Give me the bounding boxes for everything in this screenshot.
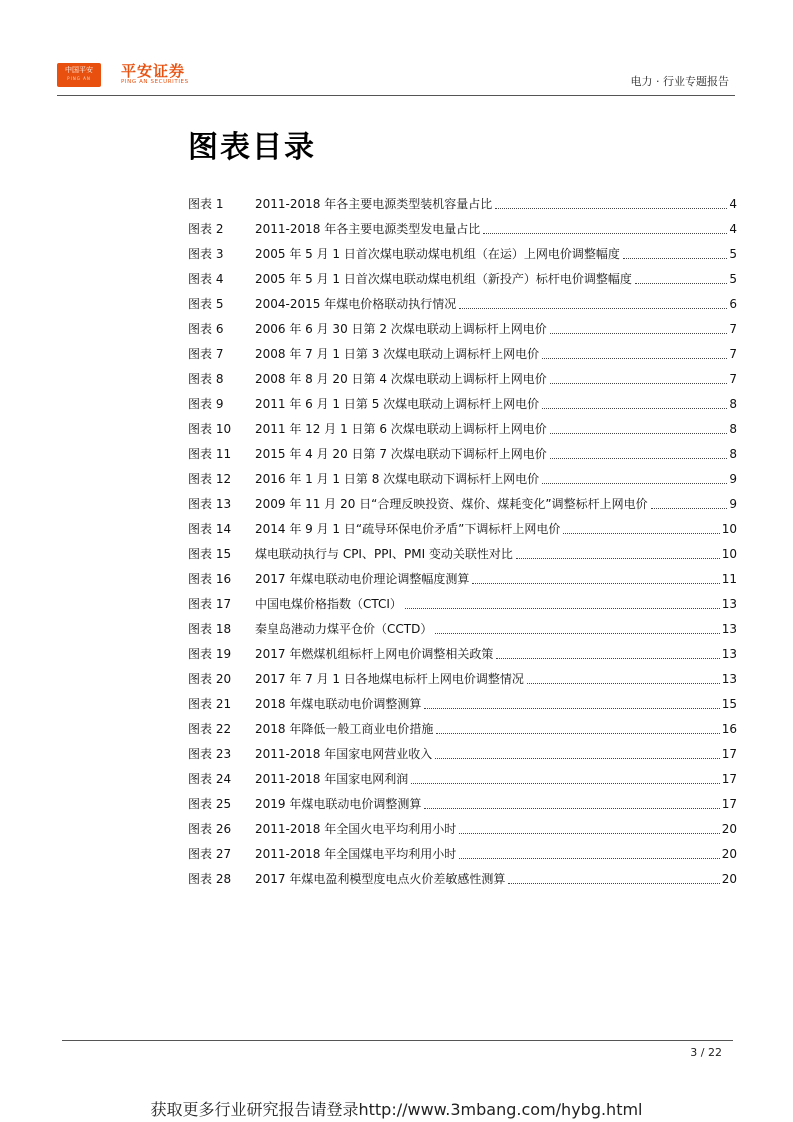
toc-entry-title: 2011-2018 年各主要电源类型装机容量占比	[255, 197, 493, 211]
toc-entry-page: 4	[729, 222, 737, 236]
toc-entry-label: 图表 1	[188, 197, 224, 211]
toc-entry-page: 8	[729, 447, 737, 461]
toc-entry-page: 5	[729, 272, 737, 286]
logo-badge-text: 中国平安	[65, 66, 93, 74]
toc-entry-title: 2011-2018 年国家电网营业收入	[255, 747, 433, 761]
toc-leader-dots	[459, 833, 719, 834]
toc-entry-page: 5	[729, 247, 737, 261]
toc-entry-label: 图表 18	[188, 622, 232, 636]
toc-entry-page: 17	[721, 797, 737, 811]
toc-entry-label: 图表 28	[188, 872, 232, 886]
toc-entry[interactable]	[188, 637, 737, 662]
toc-leader-dots	[495, 208, 727, 209]
footer-divider	[62, 1040, 733, 1041]
header-divider	[57, 95, 735, 96]
toc-entry[interactable]	[188, 737, 737, 762]
toc-entry-page: 20	[721, 847, 737, 861]
toc-entry-page: 13	[721, 672, 737, 686]
toc-entry-label: 图表 8	[188, 372, 224, 386]
toc-entry[interactable]	[188, 437, 737, 462]
toc-entry-label: 图表 14	[188, 522, 232, 536]
toc-leader-dots	[550, 333, 728, 334]
toc-entry-page: 13	[721, 622, 737, 636]
toc-entry[interactable]	[188, 237, 737, 262]
page-number: 3 / 22	[690, 1046, 722, 1059]
toc-leader-dots	[516, 558, 720, 559]
logo-badge-subtext: PING AN	[67, 76, 91, 81]
toc-entry[interactable]	[188, 287, 737, 312]
toc-entry-label: 图表 19	[188, 647, 232, 661]
toc-entry[interactable]	[188, 712, 737, 737]
toc-entry[interactable]	[188, 462, 737, 487]
toc-entry-page: 9	[729, 497, 737, 511]
toc-entry-title: 2005 年 5 月 1 日首次煤电联动煤电机组（新投产）标杆电价调整幅度	[255, 272, 632, 286]
toc-entry-page: 9	[729, 472, 737, 486]
toc-entry-label: 图表 10	[188, 422, 232, 436]
toc-leader-dots	[411, 783, 719, 784]
toc-leader-dots	[563, 533, 719, 534]
toc-entry-page: 10	[721, 547, 737, 561]
toc-entry-page: 20	[721, 872, 737, 886]
toc-entry-title: 2009 年 11 月 20 日“合理反映投资、煤价、煤耗变化”调整标杆上网电价	[255, 497, 648, 511]
toc-entry-label: 图表 5	[188, 297, 224, 311]
toc-entry-title: 2005 年 5 月 1 日首次煤电联动煤电机组（在运）上网电价调整幅度	[255, 247, 620, 261]
toc-entry[interactable]	[188, 612, 737, 637]
toc-leader-dots	[405, 608, 720, 609]
toc-entry-title: 秦皇岛港动力煤平仓价（CCTD）	[255, 622, 433, 636]
toc-entry-title: 2011-2018 年全国煤电平均利用小时	[255, 847, 457, 861]
toc-entry[interactable]	[188, 587, 737, 612]
toc-leader-dots	[550, 433, 728, 434]
figure-list	[188, 187, 737, 887]
toc-entry-page: 8	[729, 397, 737, 411]
toc-entry-title: 2018 年降低一般工商业电价措施	[255, 722, 434, 736]
toc-entry[interactable]	[188, 487, 737, 512]
toc-entry-label: 图表 21	[188, 697, 232, 711]
toc-entry[interactable]	[188, 537, 737, 562]
toc-entry-title: 2011-2018 年国家电网利润	[255, 772, 409, 786]
toc-entry-label: 图表 2	[188, 222, 224, 236]
toc-entry[interactable]	[188, 262, 737, 287]
toc-entry[interactable]	[188, 337, 737, 362]
toc-entry[interactable]	[188, 812, 737, 837]
toc-entry[interactable]	[188, 312, 737, 337]
toc-entry-title: 2016 年 1 月 1 日第 8 次煤电联动下调标杆上网电价	[255, 472, 540, 486]
toc-entry[interactable]	[188, 187, 737, 212]
toc-entry-title: 2017 年煤电联动电价理论调整幅度测算	[255, 572, 470, 586]
page-title: 图表目录	[188, 130, 316, 165]
toc-entry-title: 2008 年 8 月 20 日第 4 次煤电联动上调标杆上网电价	[255, 372, 547, 386]
toc-entry[interactable]	[188, 412, 737, 437]
toc-leader-dots	[508, 883, 719, 884]
toc-leader-dots	[435, 633, 719, 634]
toc-entry-title: 2011 年 6 月 1 日第 5 次煤电联动上调标杆上网电价	[255, 397, 540, 411]
toc-entry-title: 2015 年 4 月 20 日第 7 次煤电联动下调标杆上网电价	[255, 447, 547, 461]
page-header	[57, 58, 735, 94]
toc-entry-title: 2011-2018 年各主要电源类型发电量占比	[255, 222, 481, 236]
toc-entry-page: 7	[729, 347, 737, 361]
toc-entry-page: 7	[729, 322, 737, 336]
toc-leader-dots	[542, 408, 727, 409]
toc-entry[interactable]	[188, 787, 737, 812]
toc-leader-dots	[542, 358, 727, 359]
toc-entry-page: 17	[721, 772, 737, 786]
toc-entry-page: 16	[721, 722, 737, 736]
toc-entry-label: 图表 13	[188, 497, 232, 511]
toc-entry-label: 图表 25	[188, 797, 232, 811]
toc-entry-label: 图表 27	[188, 847, 232, 861]
toc-entry-label: 图表 7	[188, 347, 224, 361]
toc-entry-title: 煤电联动执行与 CPI、PPI、PMI 变动关联性对比	[255, 547, 513, 561]
toc-entry-label: 图表 23	[188, 747, 232, 761]
toc-entry-title: 2017 年 7 月 1 日各地煤电标杆上网电价调整情况	[255, 672, 524, 686]
toc-entry-label: 图表 9	[188, 397, 224, 411]
toc-entry[interactable]	[188, 562, 737, 587]
toc-entry-label: 图表 26	[188, 822, 232, 836]
toc-entry-label: 图表 3	[188, 247, 224, 261]
toc-entry[interactable]	[188, 212, 737, 237]
toc-entry-label: 图表 22	[188, 722, 232, 736]
toc-entry-label: 图表 12	[188, 472, 232, 486]
toc-entry-page: 8	[729, 422, 737, 436]
toc-entry-page: 17	[721, 747, 737, 761]
toc-entry-page: 13	[721, 647, 737, 661]
toc-entry[interactable]	[188, 687, 737, 712]
toc-entry-title: 2014 年 9 月 1 日“疏导环保电价矛盾”下调标杆上网电价	[255, 522, 561, 536]
toc-entry-page: 15	[721, 697, 737, 711]
toc-entry-label: 图表 24	[188, 772, 232, 786]
toc-entry-title: 2011 年 12 月 1 日第 6 次煤电联动上调标杆上网电价	[255, 422, 547, 436]
toc-entry-page: 6	[729, 297, 737, 311]
toc-entry-page: 13	[721, 597, 737, 611]
toc-leader-dots	[424, 708, 719, 709]
promo-link[interactable]: 获取更多行业研究报告请登录http://www.3mbang.com/hybg.html	[150, 1100, 643, 1119]
ping-an-logo-icon	[57, 63, 101, 87]
toc-leader-dots	[436, 733, 719, 734]
toc-leader-dots	[459, 308, 727, 309]
toc-entry[interactable]	[188, 512, 737, 537]
toc-entry-title: 2006 年 6 月 30 日第 2 次煤电联动上调标杆上网电价	[255, 322, 547, 336]
toc-leader-dots	[459, 858, 719, 859]
toc-leader-dots	[550, 458, 728, 459]
toc-entry-label: 图表 17	[188, 597, 232, 611]
toc-entry-title: 2019 年煤电联动电价调整测算	[255, 797, 422, 811]
toc-leader-dots	[635, 283, 727, 284]
toc-entry[interactable]	[188, 862, 737, 887]
toc-entry-title: 2004-2015 年煤电价格联动执行情况	[255, 297, 457, 311]
toc-leader-dots	[527, 683, 720, 684]
report-type: 电力 · 行业专题报告	[630, 75, 729, 88]
toc-entry[interactable]	[188, 662, 737, 687]
toc-entry[interactable]	[188, 387, 737, 412]
toc-entry[interactable]	[188, 362, 737, 387]
toc-entry-page: 10	[721, 522, 737, 536]
toc-leader-dots	[550, 383, 728, 384]
brand-name-cn: 平安证券	[121, 62, 186, 80]
toc-leader-dots	[651, 508, 728, 509]
toc-entry-title: 中国电煤价格指数（CTCI）	[255, 597, 402, 611]
toc-entry-label: 图表 11	[188, 447, 232, 461]
toc-entry-title: 2018 年煤电联动电价调整测算	[255, 697, 422, 711]
toc-entry-label: 图表 20	[188, 672, 232, 686]
toc-entry-label: 图表 15	[188, 547, 232, 561]
toc-entry[interactable]	[188, 762, 737, 787]
toc-leader-dots	[496, 658, 719, 659]
toc-entry-label: 图表 6	[188, 322, 224, 336]
toc-leader-dots	[542, 483, 727, 484]
toc-entry-title: 2011-2018 年全国火电平均利用小时	[255, 822, 457, 836]
toc-leader-dots	[483, 233, 727, 234]
toc-entry-page: 20	[721, 822, 737, 836]
toc-entry-page: 4	[729, 197, 737, 211]
toc-entry-label: 图表 16	[188, 572, 232, 586]
toc-entry-page: 7	[729, 372, 737, 386]
toc-leader-dots	[424, 808, 719, 809]
brand-name-en: PING AN SECURITIES	[121, 79, 189, 85]
toc-leader-dots	[472, 583, 719, 584]
toc-entry-title: 2017 年燃煤机组标杆上网电价调整相关政策	[255, 647, 494, 661]
toc-leader-dots	[435, 758, 719, 759]
toc-entry-title: 2008 年 7 月 1 日第 3 次煤电联动上调标杆上网电价	[255, 347, 540, 361]
toc-entry-label: 图表 4	[188, 272, 224, 286]
toc-entry-page: 11	[721, 572, 737, 586]
toc-entry[interactable]	[188, 837, 737, 862]
toc-entry-title: 2017 年煤电盈利模型度电点火价差敏感性测算	[255, 872, 506, 886]
toc-leader-dots	[623, 258, 727, 259]
